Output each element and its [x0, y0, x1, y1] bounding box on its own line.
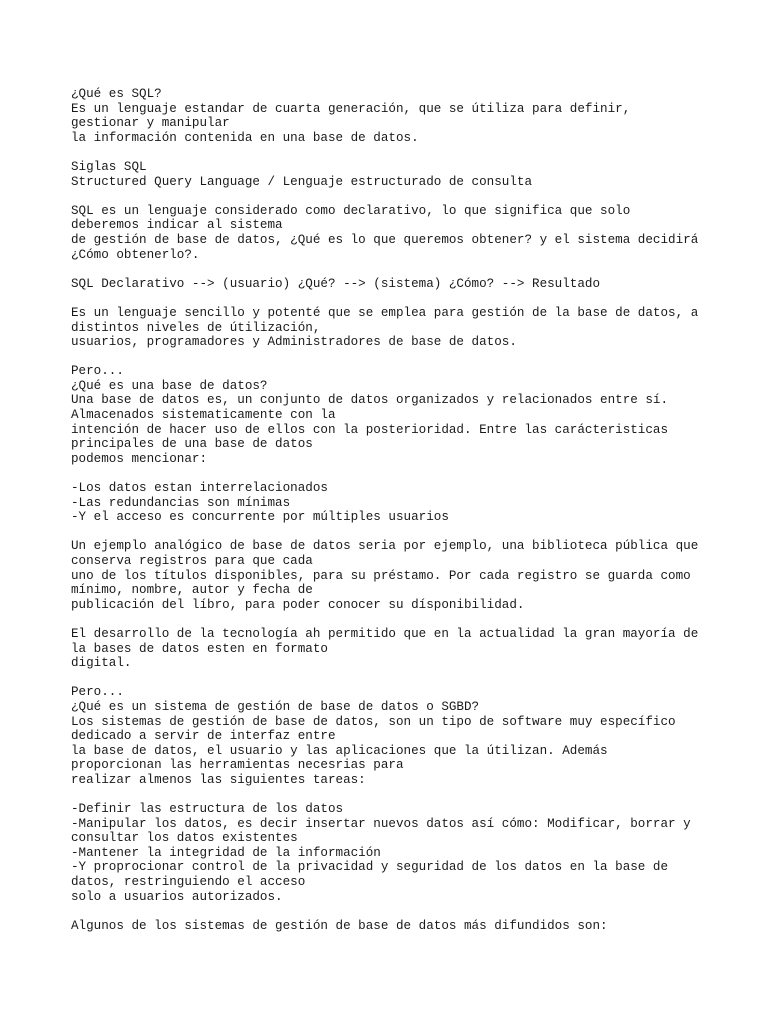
text-line: digital. — [71, 656, 132, 671]
text-line: intención de hacer uso de ellos con la posterioridad. Entre las carácteristicas — [71, 422, 669, 437]
text-line: proporcionan las herramientas necesrias para — [71, 758, 404, 773]
text-line: usuarios, programadores y Administradores de base de datos. — [71, 335, 517, 350]
blank-line — [71, 189, 703, 204]
text-line: mínimo, nombre, autor y fecha de — [71, 583, 313, 598]
text-line: consultar los datos existentes — [71, 831, 298, 846]
text-line: -Mantener la integridad de la información — [71, 845, 381, 860]
text-line: -Definir las estructura de los datos — [71, 802, 344, 817]
text-line: gestionar y manipular — [71, 116, 230, 131]
blank-line — [71, 466, 703, 481]
text-line: Es un lenguaje estandar de cuarta generación, que se útiliza para definir, — [71, 101, 631, 116]
blank-line — [71, 525, 703, 540]
text-line: Almacenados sistematicamente con la — [71, 408, 336, 423]
blank-line — [71, 671, 703, 686]
text-line: conserva registros para que cada — [71, 554, 313, 568]
text-line: podemos mencionar: — [71, 451, 208, 466]
text-line: datos, restringuiendo el acceso — [71, 875, 306, 890]
text-line: Structured Query Language / Lenguaje estructurado de consulta — [71, 174, 533, 189]
text-line: Algunos de los sistemas de gestión de base de datos más difundidos son: — [71, 918, 608, 933]
text-line: Un ejemplo analógico de base de datos seria por ejemplo, una biblioteca pública que — [71, 539, 699, 554]
text-line: SQL Declarativo --> (usuario) ¿Qué? --> (sistema) ¿Cómo? --> Resultado — [71, 276, 601, 291]
text-line: Siglas SQL — [71, 159, 147, 174]
text-line: Es un lenguaje sencillo y potenté que se emplea para gestión de la base de datos, a — [71, 305, 699, 320]
text-line: ¿Qué es una base de datos? — [71, 378, 268, 393]
text-line: uno de los títulos disponibles, para su préstamo. Por cada registro se guarda como — [71, 568, 691, 583]
text-line: la base de datos, el usuario y las aplicaciones que la útilizan. Además — [71, 743, 608, 758]
text-line: -Y proprocionar control de la privacidad y seguridad de los datos en la base de — [71, 860, 669, 875]
text-line: Pero... — [71, 364, 124, 379]
text-line: solo a usuarios autorizados. — [71, 889, 283, 904]
text-line: SQL es un lenguaje considerado como declarativo, lo que significa que solo — [71, 203, 631, 218]
text-line: Una base de datos es, un conjunto de datos organizados y relacionados entre sí. — [71, 393, 669, 408]
text-line: -Manipular los datos, es decir insertar nuevos datos así cómo: Modificar, borrar y — [71, 816, 691, 831]
blank-line — [71, 350, 703, 365]
text-line: -Y el acceso es concurrente por múltiples usuarios — [71, 510, 449, 525]
text-line: Pero... — [71, 685, 124, 700]
text-line: El desarrollo de la tecnología ah permitido que en la actualidad la gran mayoría de — [71, 626, 699, 641]
text-line: publicación del líbro, para poder conocer su dísponibilidad. — [71, 597, 525, 612]
text-line: ¿Qué es un sistema de gestión de base de datos o SGBD? — [71, 699, 480, 714]
text-line: distintos niveles de útilización, — [71, 320, 321, 335]
text-line: realizar almenos las siguientes tareas: — [71, 772, 366, 787]
text-line: ¿Qué es SQL? — [71, 87, 162, 101]
text-line: de gestión de base de datos, ¿Qué es lo que queremos obtener? y el sistema decidirá — [71, 232, 699, 247]
blank-line — [71, 788, 703, 803]
text-line: principales de una base de datos — [71, 437, 313, 452]
blank-line — [71, 291, 703, 306]
text-line: ¿Cómo obtenerlo?. — [71, 247, 200, 262]
blank-line — [71, 145, 703, 160]
blank-line — [71, 612, 703, 627]
text-line: la información contenida en una base de datos. — [71, 130, 419, 145]
text-line: -Los datos estan interrelacionados — [71, 481, 328, 496]
text-line: -Las redundancias son mínimas — [71, 495, 291, 510]
text-line: la bases de datos esten en formato — [71, 641, 328, 656]
text-line: Los sistemas de gestión de base de datos, son un tipo de software muy específico — [71, 714, 676, 729]
blank-line — [71, 904, 703, 919]
document-body — [71, 87, 703, 933]
text-line: dedicado a servir de interfaz entre — [71, 729, 336, 744]
text-line: deberemos indicar al sistema — [71, 218, 283, 233]
blank-line — [71, 262, 703, 277]
